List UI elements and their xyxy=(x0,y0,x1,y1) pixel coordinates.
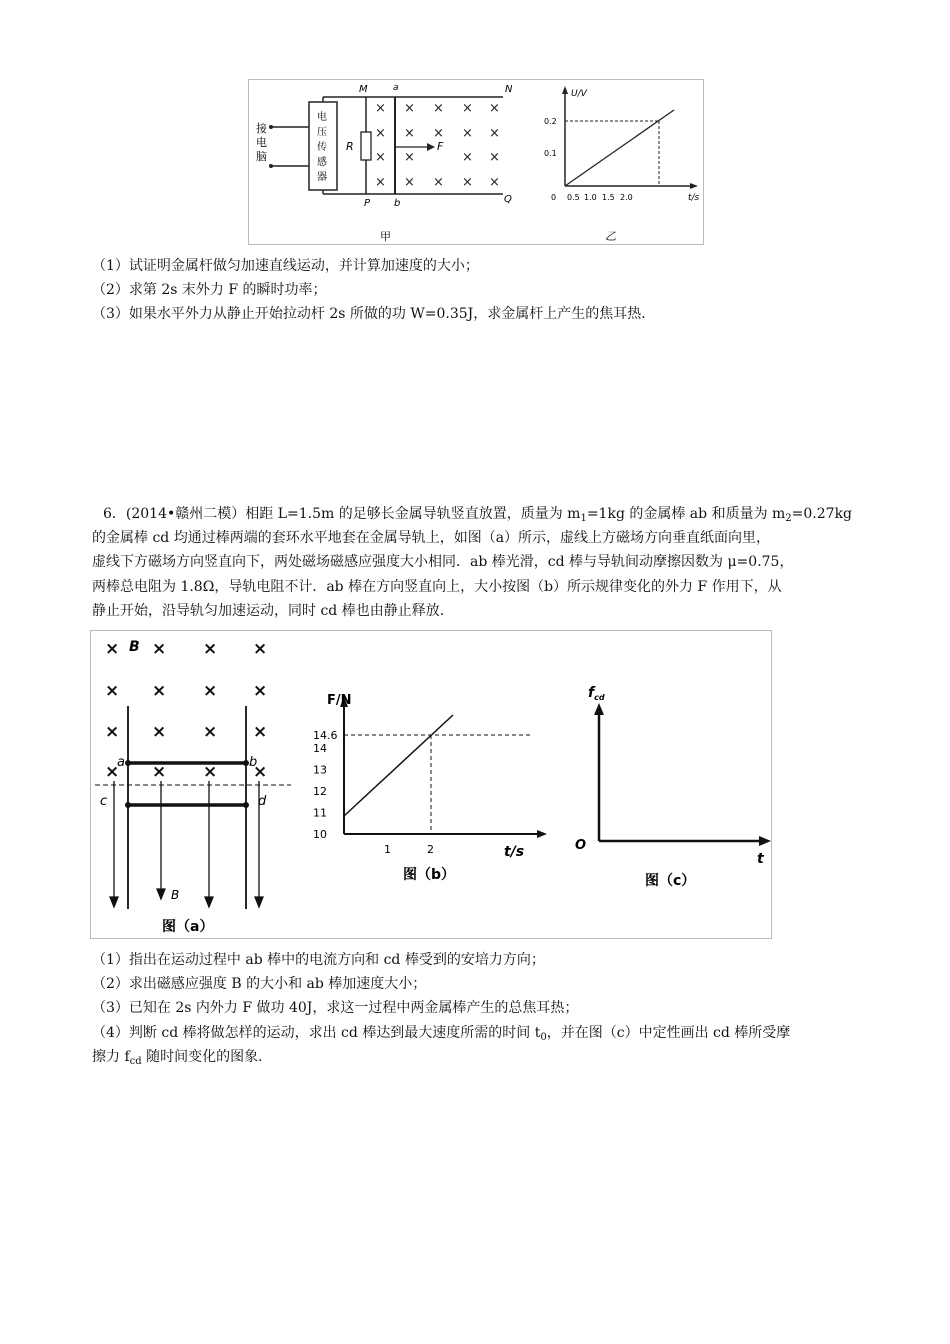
figure-b xyxy=(313,693,547,883)
label-a: a xyxy=(393,83,399,93)
figure-a xyxy=(95,639,291,935)
graph-yi xyxy=(544,86,700,243)
question-3: （3）如果水平外力从静止开始拉动杆 2s 所做的功 W=0.35J，求金属杆上产生的焦耳热． xyxy=(92,306,656,322)
question-text: （4）判断 cd 棒将做怎样的运动，求出 cd 棒达到最大速度所需的时间 t xyxy=(92,1025,541,1041)
svg-text:×: × xyxy=(203,681,218,701)
question-text: ，并在图（c）中定性画出 cd 棒所受摩 xyxy=(546,1025,791,1041)
svg-text:×: × xyxy=(462,150,473,165)
svg-text:×: × xyxy=(462,101,473,116)
subscript: 2 xyxy=(785,513,792,524)
svg-text:×: × xyxy=(105,762,120,782)
svg-text:×: × xyxy=(152,762,167,782)
svg-text:×: × xyxy=(489,126,500,141)
sensor-char: 感 xyxy=(317,157,327,168)
svg-text:×: × xyxy=(489,150,500,165)
origin-label: O xyxy=(575,838,587,853)
x-axis-label: t xyxy=(757,851,764,867)
x-tick-label: 1 xyxy=(384,843,391,856)
svg-text:×: × xyxy=(253,681,268,701)
svg-text:×: × xyxy=(253,639,268,659)
figure-1 xyxy=(248,79,704,245)
problem6-line4: 两棒总电阻为 1.8Ω，导轨电阻不计．ab 棒在方向竖直向上，大小按图（b）所示规律变化的外力 F 作用下，从 xyxy=(92,579,782,595)
figure-1-svg xyxy=(249,80,703,244)
label-m: M xyxy=(359,84,368,95)
question-1: （1）试证明金属杆做匀加速直线运动，并计算加速度的大小； xyxy=(92,258,479,274)
label-b-bottom: B xyxy=(171,888,180,902)
y-tick-label: 10 xyxy=(313,828,327,841)
svg-text:×: × xyxy=(105,639,120,659)
question2-1: （1）指出在运动过程中 ab 棒中的电流方向和 cd 棒受到的安培力方向； xyxy=(92,952,545,968)
label-r: R xyxy=(346,140,354,153)
svg-text:×: × xyxy=(152,722,167,742)
svg-text:×: × xyxy=(404,175,415,190)
svg-text:×: × xyxy=(404,150,415,165)
x-tick-label: 1.0 xyxy=(584,193,597,202)
svg-text:×: × xyxy=(375,101,386,116)
figure-2 xyxy=(90,630,772,939)
caption-c: 图（c） xyxy=(645,873,696,889)
resistor-r xyxy=(361,132,371,160)
computer-label-char: 脑 xyxy=(256,150,267,163)
problem6-line1 xyxy=(103,504,852,529)
y-tick-label: 14.6 xyxy=(313,729,338,742)
question2-3: （3）已知在 2s 内外力 F 做功 40J，求这一过程中两金属棒产生的总焦耳热； xyxy=(92,1000,579,1016)
sensor-char: 压 xyxy=(317,127,327,138)
sensor-char: 器 xyxy=(317,172,327,183)
y-tick-label: 11 xyxy=(313,806,327,820)
problem6-text: 6．(2014•赣州二模）相距 L=1.5m 的足够长金属导轨竖直放置，质量为 m xyxy=(103,506,581,522)
y-tick-label: 12 xyxy=(313,784,327,798)
x-axis-label: t/s xyxy=(688,193,700,203)
question-text: 随时间变化的图象． xyxy=(141,1049,273,1065)
y-axis-label: U/V xyxy=(571,89,587,99)
x-tick-label: 2.0 xyxy=(620,193,633,202)
y-tick-label: 13 xyxy=(313,763,327,777)
label-a: a xyxy=(117,755,125,770)
subscript: cd xyxy=(129,1056,142,1067)
svg-text:×: × xyxy=(152,681,167,701)
svg-text:×: × xyxy=(105,722,120,742)
question2-4-cont xyxy=(92,1047,272,1072)
svg-text:×: × xyxy=(404,126,415,141)
x-tick-label: 0.5 xyxy=(567,193,580,202)
caption-jia: 甲 xyxy=(380,230,391,243)
y-tick-label: 0.2 xyxy=(544,117,557,126)
svg-text:×: × xyxy=(105,681,120,701)
svg-text:×: × xyxy=(375,175,386,190)
subscript: 1 xyxy=(580,513,587,524)
label-q: Q xyxy=(504,194,512,205)
svg-text:×: × xyxy=(433,101,444,116)
problem6-text: =1kg 的金属棒 ab 和质量为 m xyxy=(586,506,786,522)
figure-2-svg xyxy=(91,631,771,938)
svg-text:×: × xyxy=(489,175,500,190)
problem6-line3: 虚线下方磁场方向竖直向下，两处磁场磁感应强度大小相同．ab 棒光滑，cd 棒与导轨间动摩擦因数为 μ=0.75， xyxy=(92,554,794,570)
svg-text:×: × xyxy=(462,126,473,141)
svg-text:×: × xyxy=(203,762,218,782)
field-arrows-down xyxy=(110,781,263,907)
svg-text:×: × xyxy=(489,101,500,116)
caption-yi: 乙 xyxy=(605,230,616,243)
question-2: （2）求第 2s 末外力 F 的瞬时功率； xyxy=(92,282,327,298)
label-n: N xyxy=(505,84,513,95)
y-axis-label: $f_{cd}$ xyxy=(588,685,605,702)
svg-text:×: × xyxy=(253,722,268,742)
svg-text:×: × xyxy=(433,175,444,190)
sensor-char: 电 xyxy=(317,112,327,123)
subscript: 0 xyxy=(540,1032,547,1043)
figure-c xyxy=(575,685,771,889)
label-c: c xyxy=(100,794,108,809)
y-tick-label: 14 xyxy=(313,741,327,755)
x-tick-label: 2 xyxy=(427,843,434,856)
f-t-line xyxy=(344,715,453,816)
x-axis-label: t/s xyxy=(504,844,525,860)
svg-text:×: × xyxy=(375,126,386,141)
x-tick-label: 1.5 xyxy=(602,193,615,202)
y-axis-label: F/N xyxy=(327,693,352,708)
question2-4 xyxy=(92,1023,790,1048)
caption-a: 图（a） xyxy=(162,919,214,935)
question2-2: （2）求出磁感应强度 B 的大小和 ab 棒加速度大小； xyxy=(92,976,427,992)
svg-text:×: × xyxy=(203,639,218,659)
computer-label-char: 电 xyxy=(256,136,267,149)
svg-text:×: × xyxy=(433,126,444,141)
label-p: P xyxy=(364,198,371,209)
problem6-line5: 静止开始，沿导轨匀加速运动，同时 cd 棒也由静止释放． xyxy=(92,603,454,619)
label-b: b xyxy=(394,198,401,209)
svg-text:×: × xyxy=(375,150,386,165)
svg-text:×: × xyxy=(253,762,268,782)
label-b: b xyxy=(249,755,258,770)
label-d: d xyxy=(258,794,267,809)
computer-label-char: 接 xyxy=(256,122,267,135)
y-ticks xyxy=(313,729,338,841)
label-f: F xyxy=(437,140,444,153)
question-text: 擦力 f xyxy=(92,1049,130,1065)
label-b-top: B xyxy=(129,639,140,655)
problem6-text: =0.27kg xyxy=(791,506,853,522)
svg-text:×: × xyxy=(152,639,167,659)
x-tick-label: 0 xyxy=(551,193,557,202)
svg-text:×: × xyxy=(404,101,415,116)
problem6-line2: 的金属棒 cd 均通过棒两端的套环水平地套在金属导轨上，如图（a）所示，虚线上方磁场方向垂直纸面向里， xyxy=(92,530,771,546)
y-tick-label: 0.1 xyxy=(544,149,557,158)
svg-text:×: × xyxy=(462,175,473,190)
svg-text:×: × xyxy=(203,722,218,742)
sensor-char: 传 xyxy=(317,142,327,153)
caption-b: 图（b） xyxy=(403,867,456,883)
